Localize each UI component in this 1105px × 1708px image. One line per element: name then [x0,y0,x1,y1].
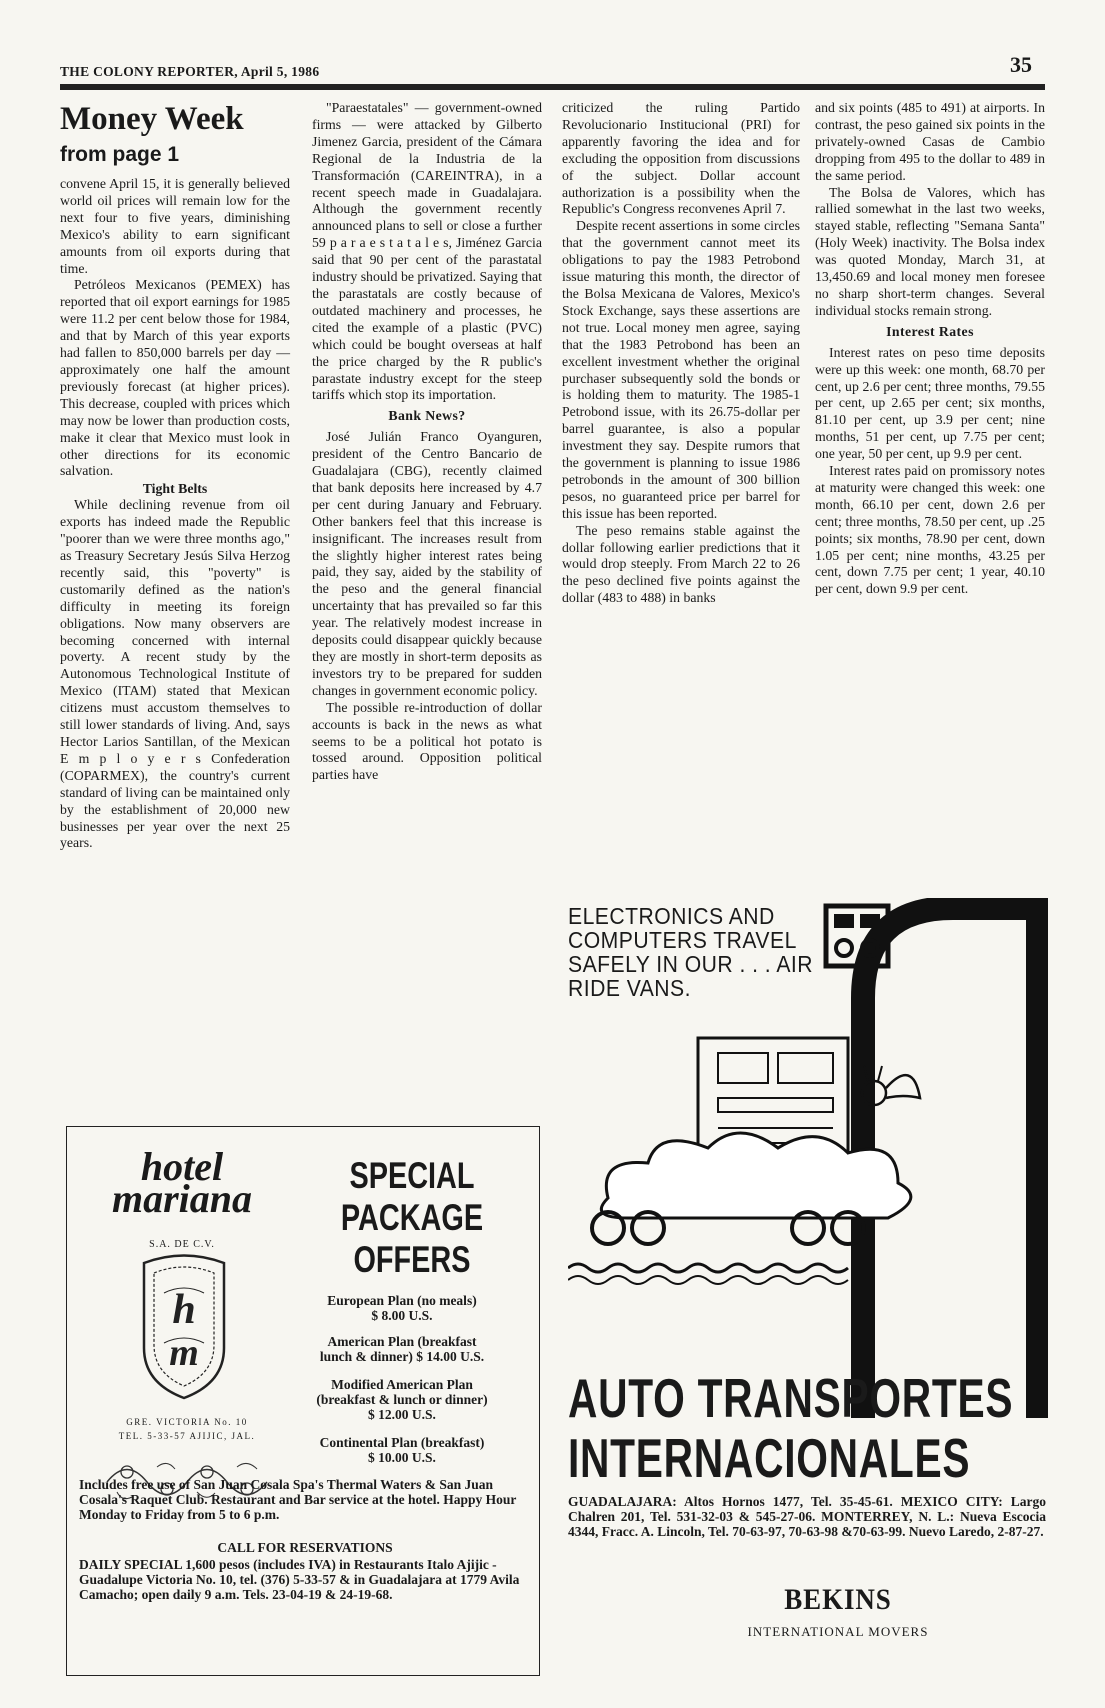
offer-title-line2: PACKAGE [340,1197,484,1238]
article-subhead: from page 1 [60,143,180,166]
paragraph: While declining revenue from oil exports has indeed made the Republic "poorer than we were three months ago," as Treasury Secretary Jesús Silva Herzog recently said, this "poverty" is customarily defined as the nation's difficulty in meeting its foreign obligations. Now many observers are becoming concerned with internal poverty. A recent study by the Autonomous Technological Institute of Mexico (ITAM) stated that Mexican citizens must accustom themselves to still lower standards of living. And, says Hector Larios Santillan, of the Mexican E m p l o y e r s Confederation (COPARMEX), the country's current standard of living can be maintained only by the establishment of 20,000 new businesses per year over the next 25 years. [60,497,290,851]
bekins-tagline: INTERNATIONAL MOVERS [747,1624,929,1639]
paragraph: convene April 15, it is generally believed world oil prices will remain low for the next four to five years, diminishing Mexico's ability to earn significant amounts from oil exports during that time. [60,176,290,276]
ad-headline: ELECTRONICS AND COMPUTERS TRAVEL SAFELY IN OUR . . . AIR RIDE VANS. [568,903,813,1001]
svg-text:h: h [172,1287,196,1333]
paragraph: The Bolsa de Valores, which has rallied somewhat in the last two weeks, stayed stable, reflecting "Semana Santa" (Holy Week) inactivity. The Bolsa index was quoted Monday, March 31, at 13,450.69 and local money men foresee no sharp short-term changes. Several individual stocks remain strong. [815,184,1045,318]
article-headline: Money Week [60,101,244,137]
paragraph: "Paraestatales" — government-owned firms — were attacked by Gilberto Jimenez Garcia, president of the Cámara Regional de la Industria de la Transformación (CAREINTRA), in a recent speech made in Guadalajara. Although the government recently announced plans to sell or close a further 59 p a r a e s t a t a l e s, Jiménez Garcia said that 90 per cent of the parastatal industry should be privatized. Saying that the parastatals are costly because of outdated machinery and processes, he cited the example of a plastic (PVC) which could be bought overseas at half the price charged by the R public's parastate industry except for the steep tariffs which stop its importation. [312,100,542,403]
paragraph: criticized the ruling Partido Revolucionario Institucional (PRI) for apparently favoring the idea and for excluding the opposition from discussions of the subject. Dollar account authorization is a possibility when the Republic's Congress reconvenes April 7. [562,100,800,217]
paragraph: Interest rates on peso time deposits were up this week: one month, 68.70 per cent, up 2.6 per cent; three months, 79.55 per cent, up 2.65 per cent; six months, 81.10 per cent, up 3.9 per cent; nine months, 51 per cent, up 7.75 per cent; one year, 50 per cent, up 9.9 per cent. [815,344,1045,462]
header-rule [60,84,1045,90]
hotel-logo [107,1144,257,1221]
article-column-2 [312,100,542,784]
hotel-amenities: Includes free use of San Juan Cosala Spa's Thermal Waters & San Juan Cosala's Raquet Club. Restaurant and Bar service at the hotel. Happy Hour Monday to Friday from 5 to 6 p.m. [79,1477,517,1522]
section-subhead: Tight Belts [142,481,208,497]
paragraph: Petróleos Mexicanos (PEMEX) has reported that oil export earnings for 1985 were 11.2 per cent below those for 1984, and that by March of this year exports had fallen to 850,000 barrels per day — approximately one half the amount previously forecast (at higher prices). This decrease, coupled with prices which may now be lower than production costs, make it clear that Mexico must look in other directions for its economic salvation. [60,277,290,479]
hotel-mariana-ad [66,1126,540,1676]
offer-title-line3: OFFERS [353,1239,471,1280]
plan-modified-american [267,1377,537,1422]
plan-european [267,1293,537,1323]
svg-text:m: m [169,1332,199,1374]
hotel-phone: TEL. 5-33-57 AJIJIC, JAL. [118,1431,256,1441]
brand-line-1: AUTO TRANSPORTES [568,1367,1014,1429]
hotel-crest-icon [129,1253,239,1403]
plan-price: $ 8.00 U.S. [371,1308,433,1323]
plan-name: European Plan (no meals) [327,1293,477,1308]
paragraph: The possible re-introduction of dollar accounts is back in the news as what seems to be a political hot potato is tossed around. Opposition political parties have [312,699,542,783]
auto-transportes-ad [568,898,1048,1673]
daily-special: DAILY SPECIAL 1,600 pesos (includes IVA) in Restaurants Italo Ajijic - Guadalupe Victoria No. 10, tel. (376) 5-33-57 & in Guadalajara at 1779 Avila Camacho; open daily 9 a.m. Tels. 23-04-19 & 24-19-68. [79,1557,520,1602]
section-subhead: Bank News? [388,408,466,424]
paragraph: and six points (485 to 491) at airports. In contrast, the peso gained six points in the privately-owned Casas de Cambio dropping from 495 to the dollar to 489 in the same period. [815,100,1045,183]
plan-price: $ 12.00 U.S. [368,1407,436,1422]
running-header: THE COLONY REPORTER, April 5, 1986 [60,64,320,79]
plan-price: lunch & dinner) $ 14.00 U.S. [319,1349,485,1364]
brand-line-2: INTERNACIONALES [568,1427,971,1489]
paragraph: José Julián Franco Oyanguren, president of the Centro Bancario de Guadalajara (CBG), recently claimed that bank deposits here increased by 4.7 per cent during January and February. Other bankers feel that this increase is insignificant. The increases result from the slightly higher interest rates being paid, they say, aided by the stability of the peso and the general financial uncertainty that has prevailed so far this year. The relatively modest increase in deposits could disappear quickly because they are mostly in short-term deposits as investors try to be prepared for sudden changes in government economic policy. [312,429,542,698]
plan-name: American Plan (breakfast [327,1334,477,1349]
paragraph: Interest rates paid on promissory notes at maturity were changed this week: one month, 66.10 per cent, down 2.6 per cent; three months, 78.50 per cent, up .25 points; six months, 78.90 per cent, down 1.05 per cent; nine months, 43.25 per cent, down 7.75 per cent; 1 year, 40.10 per cent, down 9.9 per cent. [815,463,1045,597]
hotel-logo-line2: mariana [111,1176,253,1221]
article-column-3 [562,100,800,607]
section-subhead: Interest Rates [886,323,974,339]
offer-title-line1: SPECIAL [349,1155,475,1196]
article-column-4 [815,100,1045,598]
offer-title [322,1155,501,1281]
plan-continental [267,1435,537,1465]
plan-name: Modified American Plan [331,1377,473,1392]
plan-detail: (breakfast & lunch or dinner) [316,1392,488,1407]
plan-name: Continental Plan (breakfast) [319,1435,485,1450]
bekins-logo: BEKINS [784,1583,892,1616]
article-column-1 [60,100,290,852]
hotel-logo-line1: hotel [140,1144,224,1189]
paragraph: Despite recent assertions in some circles that the government cannot meet its obligations to pay the 1983 Petrobond issue maturing this month, the director of the Bolsa Mexicana de Valores, Mexico's Stock Exchange, says these assertions are not true. Local money men agree, saying that the 1983 Petrobond has been an excellent investment whether the original purchaser subsequently sold the bonds or is holding them to maturity. The 1985-1 Petrobond issue, with its 26.75-dollar per barrel guarantee, is also a popular investment they say. Despite rumors that the government is planning to issue 1986 petrobonds in the amount of 300 billion pesos, no guaranteed price per barrel for this issue has been reported. [562,218,800,521]
reservations-line: CALL FOR RESERVATIONS [217,1540,393,1555]
hotel-logo-sub: S.A. DE C.V. [149,1239,215,1250]
paragraph: The peso remains stable against the dollar following earlier predictions that it would drop steeply. From March 22 to 26 the peso declined five points against the dollar (483 to 488) in banks [562,522,800,606]
hotel-address: GRE. VICTORIA No. 10 [126,1417,248,1427]
branch-addresses: GUADALAJARA: Altos Hornos 1477, Tel. 35-45-61. MEXICO CITY: Largo Chalren 201, Tel. 531-32-03 & 545-27-06. MONTERREY, N. L.: Nueva Escocia 4344, Fracc. A. Lincoln, Tel. 70-63-97, 70-63-98 &70-63-99. Nuevo Laredo, 2-87-27. [568,1494,1046,1539]
plan-price: $ 10.00 U.S. [368,1450,436,1465]
page-number: 35 [1010,52,1032,77]
plan-american [267,1334,537,1364]
